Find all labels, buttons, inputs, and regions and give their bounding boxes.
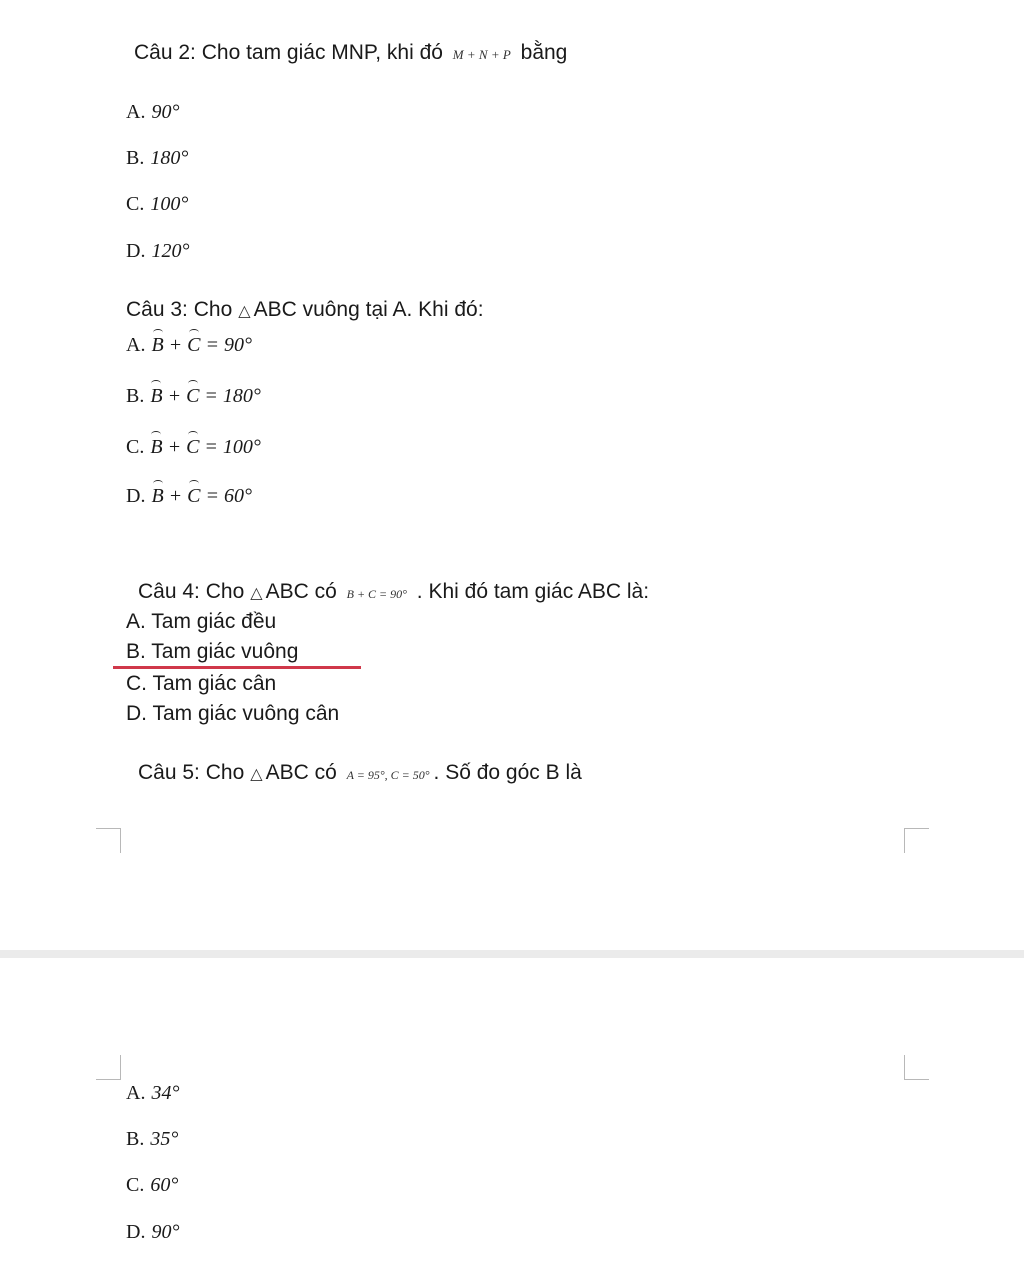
question-5-label: Câu 5:	[138, 761, 200, 784]
q4-option-d: D. Tam giác vuông cân	[126, 702, 340, 725]
question-2-tail: bằng	[520, 41, 568, 64]
question-5: Câu 5: Cho △ ABC có A = 95°, C = 50° . Số đo góc B là	[138, 761, 582, 784]
q4-option-a: A. Tam giác đều	[126, 610, 277, 633]
q2-option-d: D. 120°	[126, 240, 190, 262]
answer-underline	[113, 666, 361, 669]
question-3: Câu 3: Cho △ ABC vuông tại A. Khi đó:	[126, 298, 484, 321]
question-2-text: Cho tam giác MNP, khi đó	[201, 41, 443, 64]
question-2-label: Câu 2:	[134, 41, 196, 64]
page-break	[0, 950, 1024, 958]
triangle-symbol: △	[250, 585, 263, 602]
question-4-expression: B + C = 90°	[346, 587, 407, 601]
q2-option-a: A. 90°	[126, 101, 180, 123]
question-2	[134, 41, 567, 65]
q3-option-c: C. B + C = 100°	[126, 436, 261, 458]
q5-option-d: D. 90°	[126, 1221, 180, 1243]
margin-corner-top-left	[96, 828, 121, 853]
q5-option-b: B. 35°	[126, 1128, 179, 1150]
question-4-label: Câu 4:	[138, 580, 200, 603]
question-2-expression: M + N + P	[452, 47, 511, 62]
q3-option-a: A. B + C = 90°	[126, 334, 253, 356]
q5-option-a: A. 34°	[126, 1082, 180, 1104]
q2-option-b: B. 180°	[126, 147, 189, 169]
margin-corner-top-right	[904, 828, 929, 853]
q4-option-c: C. Tam giác cân	[126, 672, 277, 695]
question-4: Câu 4: Cho △ ABC có B + C = 90° . Khi đó tam giác ABC là:	[138, 580, 650, 603]
margin-corner-bottom-right	[904, 1055, 929, 1080]
q3-option-d: D. B + C = 60°	[126, 485, 253, 507]
question-3-label: Câu 3:	[126, 298, 188, 321]
triangle-symbol: △	[238, 303, 251, 320]
question-5-expression: A = 95°, C = 50°	[346, 768, 430, 782]
q3-option-b: B. B + C = 180°	[126, 385, 261, 407]
q2-option-c: C. 100°	[126, 193, 189, 215]
q5-option-c: C. 60°	[126, 1174, 179, 1196]
triangle-symbol: △	[250, 766, 263, 783]
margin-corner-bottom-left	[96, 1055, 121, 1080]
q4-option-b: B. Tam giác vuông	[126, 640, 299, 663]
